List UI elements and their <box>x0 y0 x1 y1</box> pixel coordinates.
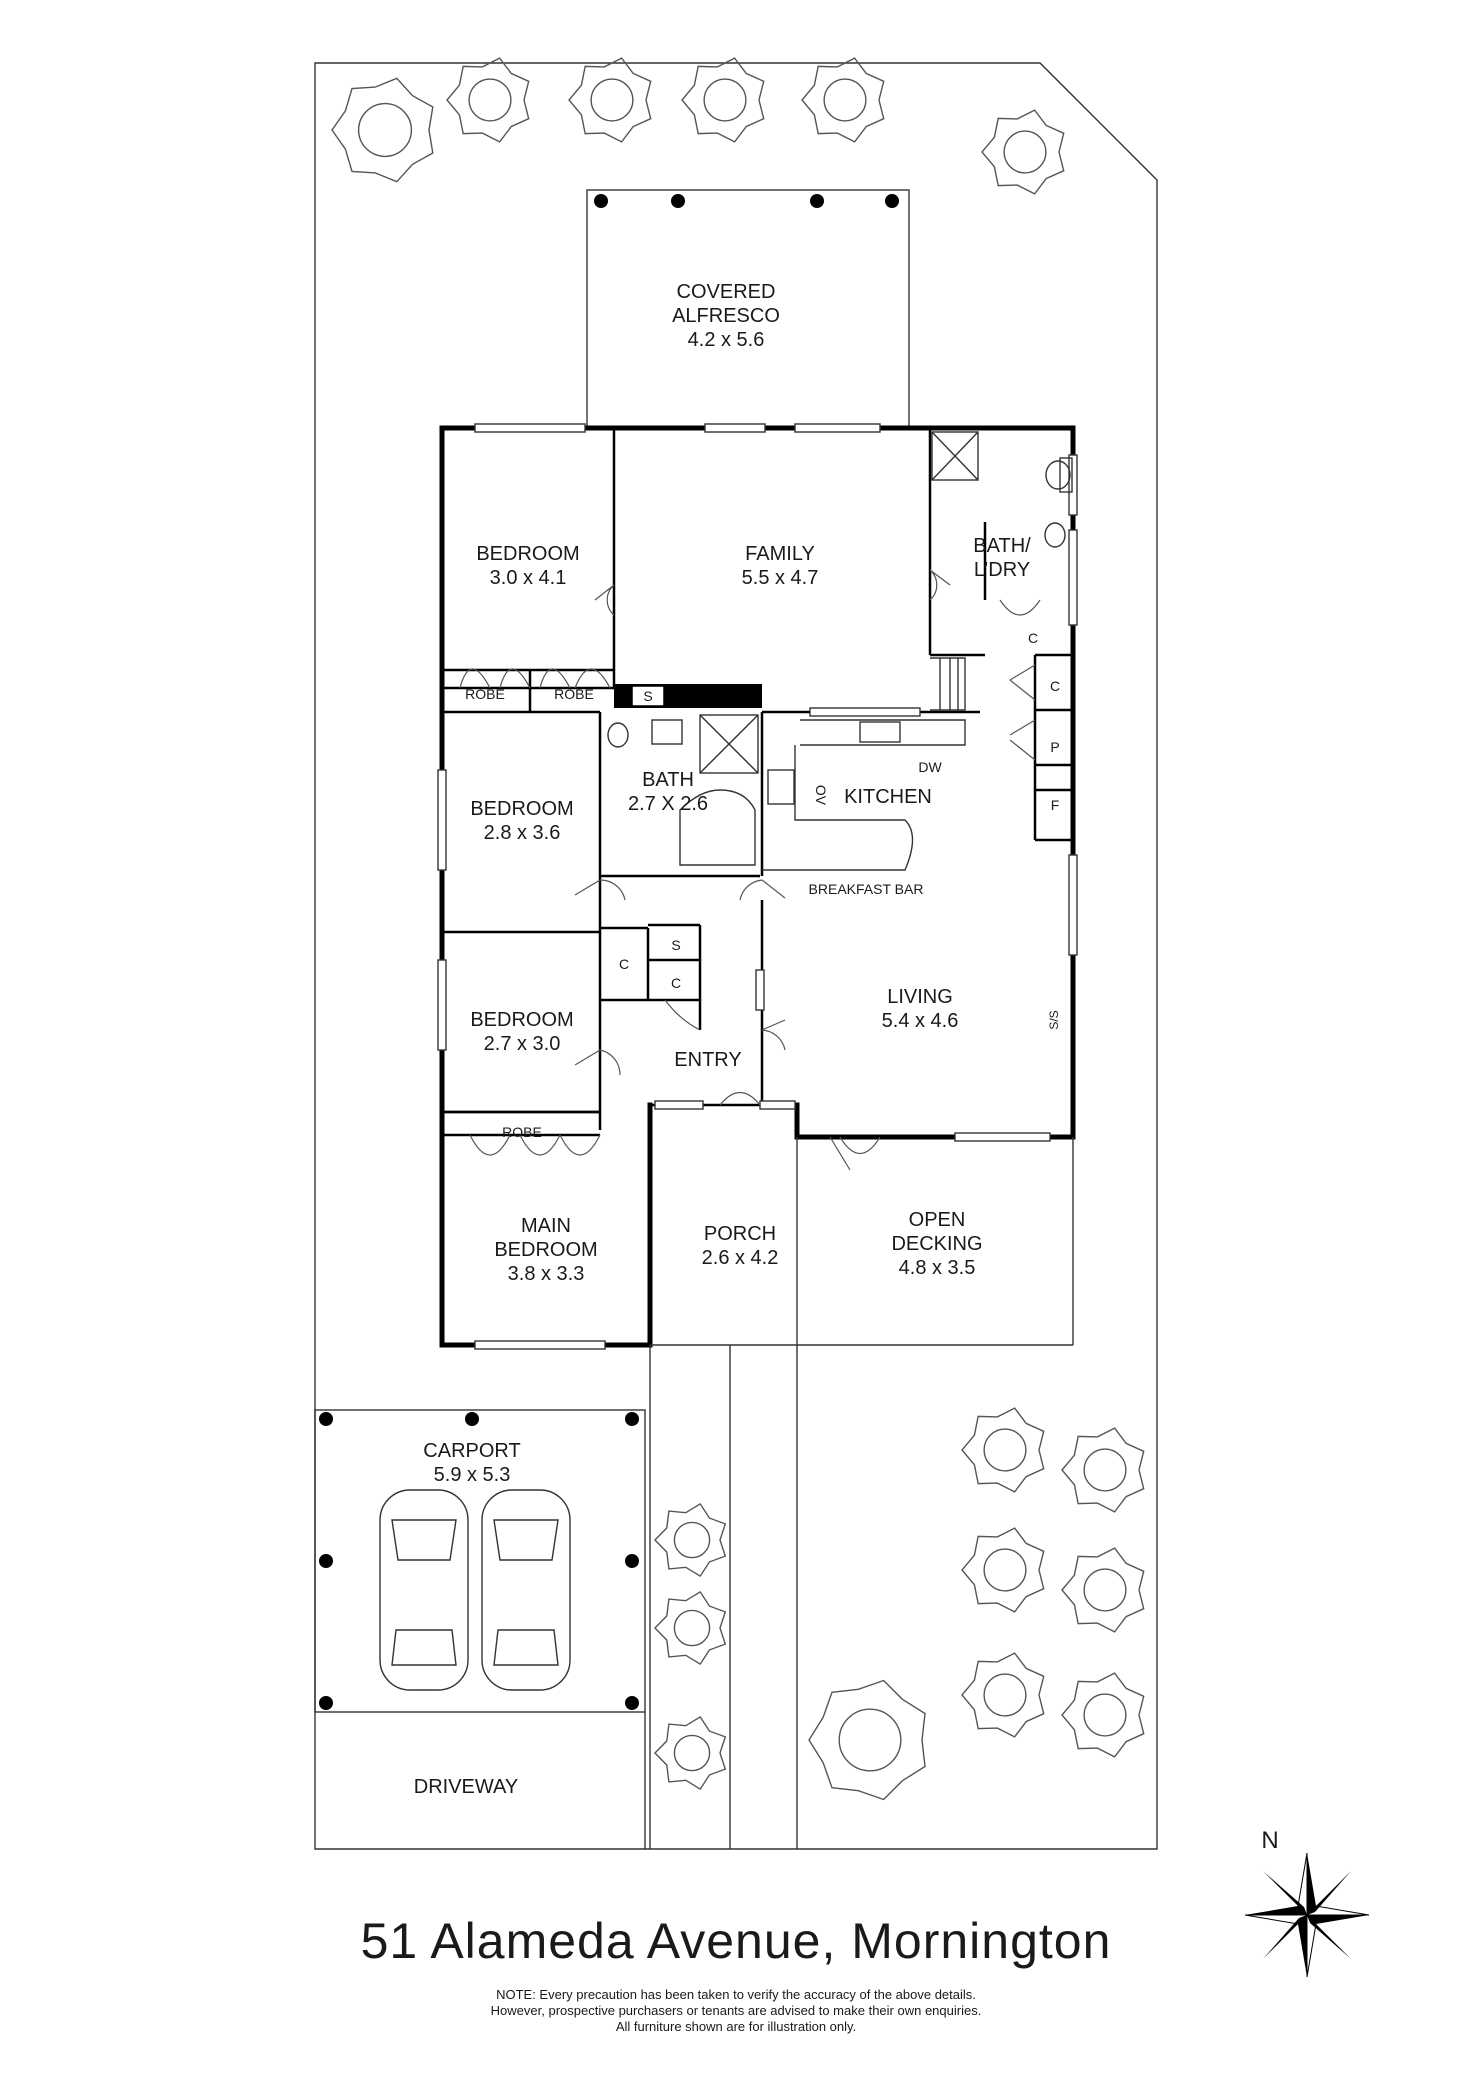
tree-inner-icon <box>674 1610 709 1645</box>
carport-label: CARPORT <box>423 1440 521 1462</box>
tree-inner-icon <box>674 1735 709 1770</box>
cupboard-c-label-1: C <box>618 956 630 972</box>
robe-label-3: ROBE <box>502 1124 542 1140</box>
note-line: NOTE: Every precaution has been taken to verify the accuracy of the above details. <box>496 1987 976 2002</box>
note-line: However, prospective purchasers or tenants are advised to make their own enquiries. <box>490 2003 982 2018</box>
decking-label-1: OPEN <box>908 1209 966 1231</box>
tree-icon <box>569 58 651 142</box>
tree-inner-icon <box>1084 1449 1126 1491</box>
bath-dims: 2.7 X 2.6 <box>627 793 709 815</box>
fridge-label: F <box>1050 797 1060 813</box>
tree-inner-icon <box>824 79 866 121</box>
tree-icon <box>982 110 1064 194</box>
porch-dims: 2.6 x 4.2 <box>701 1247 779 1269</box>
tree-icon <box>655 1592 725 1664</box>
cupboard-c-label-3: C <box>1027 630 1039 646</box>
alfresco-label-1: COVERED <box>676 281 776 303</box>
main-bedroom-label-2: BEDROOM <box>494 1239 598 1261</box>
tree-icon <box>447 58 529 142</box>
porch-label: PORCH <box>703 1223 777 1245</box>
tree-inner-icon <box>469 79 511 121</box>
living-label: LIVING <box>887 986 953 1008</box>
tree-inner-icon <box>674 1522 709 1557</box>
bedroom2-label: BEDROOM <box>470 798 574 820</box>
alfresco-label-2: ALFRESCO <box>672 305 780 327</box>
alfresco-posts <box>594 194 899 208</box>
compass-label: N <box>1261 1827 1279 1854</box>
car-left <box>380 1490 468 1690</box>
tree-inner-icon <box>591 79 633 121</box>
tree-icon <box>1062 1428 1144 1512</box>
tree-inner-icon <box>984 1549 1026 1591</box>
decking-dims: 4.8 x 3.5 <box>898 1257 976 1279</box>
alfresco-dims: 4.2 x 5.6 <box>687 329 765 351</box>
main-bedroom-label-1: MAIN <box>521 1215 571 1237</box>
tree-icon <box>655 1717 725 1789</box>
disclaimer-note <box>0 1987 1472 2035</box>
family-dims: 5.5 x 4.7 <box>741 567 819 589</box>
cupboard-c-label-4: C <box>1049 678 1061 694</box>
bedroom3-dims: 2.7 x 3.0 <box>483 1033 561 1055</box>
storage-s-label-2: S <box>671 937 681 953</box>
tree-icon <box>1062 1548 1144 1632</box>
pantry-label: P <box>1050 739 1060 755</box>
note-line: All furniture shown are for illustration only. <box>615 2019 857 2034</box>
steps <box>930 658 965 710</box>
bath-label: BATH <box>642 769 694 791</box>
driveway-label: DRIVEWAY <box>413 1776 519 1798</box>
breakfast-bar-label: BREAKFAST BAR <box>808 881 924 897</box>
tree-icon <box>682 58 764 142</box>
bedroom1-dims: 3.0 x 4.1 <box>489 567 567 589</box>
tree-inner-icon <box>1084 1694 1126 1736</box>
main-bedroom-dims: 3.8 x 3.3 <box>507 1263 585 1285</box>
tree-inner-icon <box>984 1429 1026 1471</box>
tree-icon <box>809 1681 925 1800</box>
tree-icon <box>802 58 884 142</box>
door-swings <box>460 570 1040 1170</box>
robe-label-2: ROBE <box>554 686 594 702</box>
family-label: FAMILY <box>745 543 815 565</box>
dishwasher-label: DW <box>918 759 942 775</box>
tree-inner-icon <box>839 1709 901 1771</box>
tree-inner-icon <box>1004 131 1046 173</box>
tree-inner-icon <box>984 1674 1026 1716</box>
tree-icon <box>962 1653 1044 1737</box>
decking-label-2: DECKING <box>891 1233 983 1255</box>
tree-icon <box>962 1528 1044 1612</box>
tree-icon <box>1062 1673 1144 1757</box>
bedroom2-dims: 2.8 x 3.6 <box>483 822 561 844</box>
bath-ldry-label-1: BATH/ <box>973 535 1031 557</box>
bath-ldry-label-2: L’DRY <box>973 559 1031 581</box>
carport-dims: 5.9 x 5.3 <box>433 1464 511 1486</box>
address-title: 51 Alameda Avenue, Mornington <box>360 1913 1112 1969</box>
tree-icon <box>962 1408 1044 1492</box>
storage-s-label-1: S <box>643 688 653 704</box>
robe-label-1: ROBE <box>465 686 505 702</box>
tree-icon <box>332 78 433 181</box>
slow-combustion-label: S/S <box>1047 1010 1061 1030</box>
tree-icon <box>655 1504 725 1576</box>
bedroom3-label: BEDROOM <box>470 1009 574 1031</box>
tree-inner-icon <box>1084 1569 1126 1611</box>
kitchen-label: KITCHEN <box>844 786 932 808</box>
living-dims: 5.4 x 4.6 <box>881 1010 959 1032</box>
tree-inner-icon <box>704 79 746 121</box>
oven-label: OV <box>813 784 829 806</box>
bedroom1-label: BEDROOM <box>476 543 580 565</box>
cupboard-c-label-2: C <box>670 975 682 991</box>
tree-inner-icon <box>359 104 412 157</box>
entry-label: ENTRY <box>674 1049 742 1071</box>
car-right <box>482 1490 570 1690</box>
